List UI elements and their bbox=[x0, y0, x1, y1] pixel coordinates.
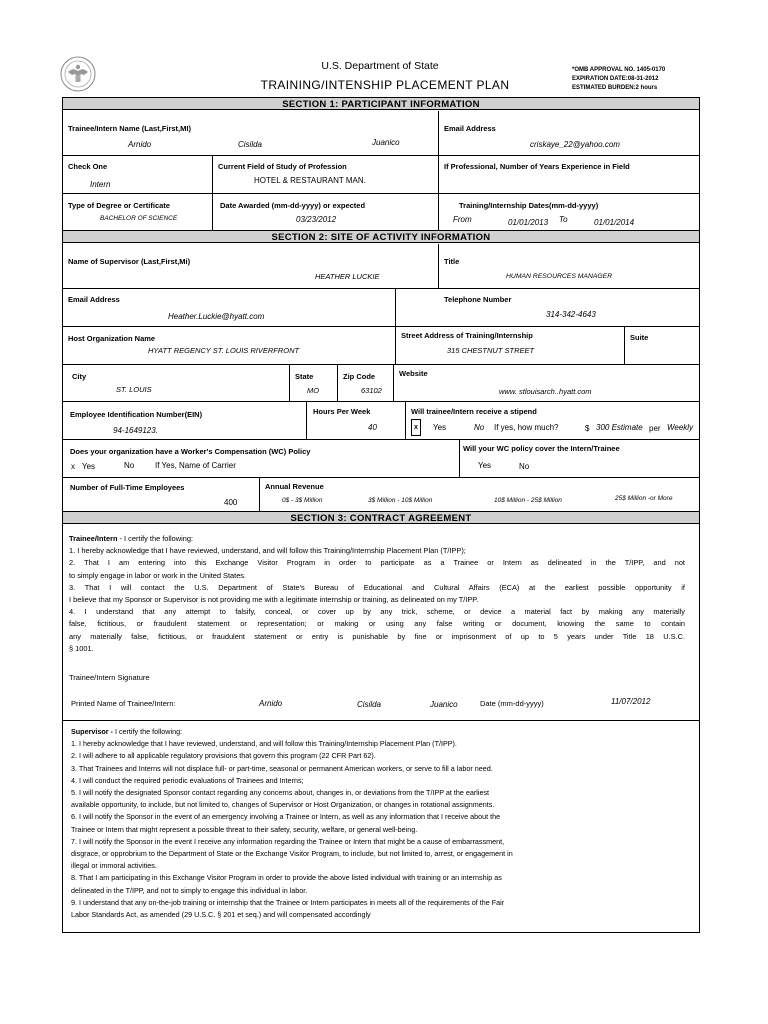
years-experience-label: If Professional, Number of Years Experience in Field bbox=[444, 162, 630, 171]
zip-value: 63102 bbox=[361, 386, 382, 395]
website-value: www. stlouisarch..hyatt.com bbox=[499, 387, 592, 396]
hours-label: Hours Per Week bbox=[313, 407, 371, 416]
date-awarded-value: 03/23/2012 bbox=[296, 215, 337, 224]
supervisor-item-9a: 9. I understand that any on-the-job training or internship that the Trainee or Intern participates in meets all of the requirements of the Fair bbox=[71, 897, 505, 907]
wc-cover-yes: Yes bbox=[478, 461, 492, 470]
host-org-value: HYATT REGENCY ST. LOUIS RIVERFRONT bbox=[148, 346, 300, 355]
supervisor-name: HEATHER LUCKIE bbox=[315, 272, 380, 281]
dollar-sign: $ bbox=[585, 424, 590, 433]
stipend-period: Weekly bbox=[667, 423, 694, 432]
signature-date: 11/07/2012 bbox=[611, 697, 651, 706]
state-value: MO bbox=[307, 386, 320, 395]
expiration-date: EXPIRATION DATE:08-31-2012 bbox=[572, 76, 659, 82]
section-2-header: SECTION 2: SITE OF ACTIVITY INFORMATION bbox=[62, 230, 700, 243]
wc-cover-no: No bbox=[519, 462, 530, 471]
supervisor-item-8a: 8. That I am participating in this Exchange Visitor Program in order to provide the above listed individual with training or an internship as bbox=[71, 873, 502, 883]
trainee-item-1: 1. I hereby acknowledge that I have reviewed, understand, and will follow this Training/Internship Placement Plan (T/IPP); bbox=[69, 546, 466, 556]
check-one-label: Check One bbox=[68, 162, 108, 171]
supervisor-title: HUMAN RESOURCES MANAGER bbox=[506, 273, 613, 280]
ein-label: Employee Identification Number(EIN) bbox=[70, 410, 203, 419]
field-of-study-value: HOTEL & RESTAURANT MAN. bbox=[254, 176, 366, 185]
supervisor-item-7c: illegal or immoral activities. bbox=[71, 861, 157, 871]
state-department-seal bbox=[60, 56, 96, 92]
trainee-heading: Trainee/Intern bbox=[69, 534, 118, 543]
ein-value: 94-1649123. bbox=[113, 426, 158, 435]
supervisor-item-4: 4. I will conduct the required periodic evaluations of Trainees and Interns; bbox=[71, 775, 304, 785]
from-label: From bbox=[453, 215, 472, 224]
trainee-certification bbox=[69, 533, 685, 655]
form-title: TRAINING/INTENSHIP PLACEMENT PLAN bbox=[260, 78, 510, 92]
supervisor-item-3: 3. That Trainees and Interns will not displace full- or part-time, seasonal or permanent American workers, or serve to fill a labor need. bbox=[71, 763, 493, 773]
trainee-last-name: Arnido bbox=[128, 140, 152, 149]
telephone-value: 314-342-4643 bbox=[546, 310, 596, 319]
city-label: City bbox=[72, 372, 87, 381]
trainee-item-3b: I believe that my Sponsor or Supervisor is not providing me with a legitimate internship or training, as delineated on my T/IPP. bbox=[69, 595, 479, 605]
state-label: State bbox=[295, 372, 314, 381]
per-label: per bbox=[649, 424, 661, 433]
trainee-signature-label: Trainee/Intern Signature bbox=[69, 673, 150, 682]
check-one-value: Intern bbox=[90, 180, 111, 189]
wc-check-mark: x bbox=[71, 462, 75, 471]
trainee-middle-name: Juanico bbox=[372, 138, 400, 147]
degree-value: BACHELOR OF SCIENCE bbox=[100, 215, 178, 222]
printed-middle-name: Juanico bbox=[430, 700, 458, 709]
estimated-burden: ESTIMATED BURDEN:2 hours bbox=[572, 85, 658, 91]
supervisor-title-label: Title bbox=[444, 257, 460, 266]
employees-label: Number of Full-Time Employees bbox=[70, 483, 185, 492]
supervisor-email-label: Email Address bbox=[68, 295, 120, 304]
host-org-label: Host Organization Name bbox=[68, 334, 156, 343]
website-label: Website bbox=[399, 369, 428, 378]
street-address-label: Street Address of Training/Internship bbox=[401, 331, 533, 340]
supervisor-item-6a: 6. I will notify the Sponsor in the event of an emergency involving a Trainee or Intern, as well as any information that I receive about the bbox=[71, 812, 501, 822]
supervisor-name-label: Name of Supervisor (Last,First,Mi) bbox=[68, 257, 191, 266]
to-label: To bbox=[559, 215, 568, 224]
street-address-value: 315 CHESTNUT STREET bbox=[447, 346, 535, 355]
trainee-intro: - I certify the following: bbox=[117, 534, 194, 543]
revenue-option-3: 10$ Million - 25$ Million bbox=[494, 497, 562, 504]
stipend-no-label: No bbox=[474, 423, 485, 432]
annual-revenue-label: Annual Revenue bbox=[265, 482, 324, 491]
stipend-yes-label: Yes bbox=[433, 423, 447, 432]
supervisor-item-5b: available opportunity, to include, but not limited to, changes of Supervisor or Host Organization, or changes in rotational assignments. bbox=[71, 800, 495, 810]
trainee-item-4b: false, fictitious, or fraudulent statement or representation; or making or using any false writing or document, knowing the same to contain bbox=[69, 619, 685, 629]
supervisor-item-1: 1. I hereby acknowledge that I have reviewed, understand, and will follow this Training/Internship Placement Plan (T/IPP). bbox=[71, 739, 457, 749]
how-much-label: If yes, how much? bbox=[494, 423, 559, 432]
section-3-header: SECTION 3: CONTRACT AGREEMENT bbox=[62, 511, 700, 524]
zip-label: Zip Code bbox=[343, 372, 376, 381]
revenue-option-2: 3$ Million - 10$ Million bbox=[368, 497, 433, 504]
trainee-item-4a: 4. I understand that any attempt to falsify, conceal, or cover up by any trick, scheme, or device a material fact by making any materially bbox=[69, 607, 685, 617]
supervisor-item-5a: 5. I will notify the designated Sponsor contact regarding any concerns about, changes in, or deviations from the T/IPP at the earliest bbox=[71, 788, 490, 798]
to-date: 01/01/2014 bbox=[594, 218, 635, 227]
wc-yes-label: Yes bbox=[82, 462, 96, 471]
trainee-item-4c: any materially false, fictitious, or fraudulent statement or entry is punishable by fine or imprisonment of up to 5 years under Title 18 U.S.C. bbox=[69, 631, 685, 641]
supervisor-item-8b: delineated in the T/IPP, and not to simply to engage this individual in labor. bbox=[71, 885, 308, 895]
trainee-item-3a: 3. That I will contact the U.S. Department of State's Bureau of Educational and Cultural Affairs (ECA) at the earliest possible opportunity if bbox=[69, 582, 685, 592]
date-awarded-label: Date Awarded (mm-dd-yyyy) or expected bbox=[220, 201, 366, 210]
suite-label: Suite bbox=[630, 333, 649, 342]
trainee-name-label: Trainee/Intern Name (Last,First,MI) bbox=[68, 124, 191, 133]
date-label: Date (mm-dd-yyyy) bbox=[480, 699, 544, 708]
omb-number: *OMB APPROVAL NO. 1405-0170 bbox=[572, 67, 666, 73]
training-dates-label: Training/Internship Dates(mm-dd-yyyy) bbox=[459, 201, 599, 210]
printed-first-name: Cisilda bbox=[357, 700, 382, 709]
trainee-item-2a: 2. That I am entering into this Exchange Visitor Program in order to participate as a Trainee or Intern as delineated in the T/IPP, and not bbox=[69, 558, 685, 568]
revenue-option-1: 0$ - 3$ Million bbox=[282, 497, 323, 504]
wc-policy-label: Does your organization have a Worker's Compensation (WC) Policy bbox=[70, 447, 311, 456]
supervisor-item-6b: Trainee or Intern that might represent a possible threat to their safety, security, welfare, or general well-being. bbox=[71, 824, 418, 834]
supervisor-certification bbox=[71, 726, 691, 921]
from-date: 01/01/2013 bbox=[508, 218, 549, 227]
trainee-email: criskaye_22@yahoo.com bbox=[530, 140, 620, 149]
supervisor-intro: I certify the following: bbox=[112, 727, 183, 736]
telephone-label: Telephone Number bbox=[444, 295, 512, 304]
wc-no-label: No bbox=[124, 461, 135, 470]
employees-value: 400 bbox=[224, 498, 238, 507]
supervisor-item-7b: disgrace, or opprobrium to the Department of State or the Exchange Visitor Program, to include, but not limited to, arrest, or engagement in bbox=[71, 849, 513, 859]
stipend-label: Will trainee/Intern receive a stipend bbox=[411, 407, 537, 416]
trainee-item-4d: § 1001. bbox=[69, 643, 94, 653]
revenue-option-4: 25$ Million -or More bbox=[615, 495, 673, 502]
stipend-yes-checkbox[interactable] bbox=[411, 419, 421, 436]
wc-cover-label: Will your WC policy cover the Intern/Trainee bbox=[463, 444, 620, 453]
supervisor-item-7a: 7. I will notify the Sponsor in the event I receive any information regarding the Trainee or Intern that might be a cause of embarrassment, bbox=[71, 836, 505, 846]
stipend-check-mark: x bbox=[414, 424, 418, 431]
section-1-header: SECTION 1: PARTICIPANT INFORMATION bbox=[62, 97, 700, 110]
supervisor-email: Heather.Luckie@hyatt.com bbox=[168, 312, 265, 321]
printed-last-name: Arnido bbox=[259, 699, 283, 708]
stipend-amount: 300 Estimate bbox=[596, 423, 643, 432]
trainee-email-label: Email Address bbox=[444, 124, 496, 133]
supervisor-item-2: 2. I will adhere to all applicable regulatory provisions that govern this program (22 CFR Part 62). bbox=[71, 751, 376, 761]
printed-name-label: Printed Name of Trainee/Intern: bbox=[71, 699, 176, 708]
trainee-item-2b: to simply engage in labor or work in the United States. bbox=[69, 570, 247, 580]
degree-label: Type of Degree or Certificate bbox=[68, 201, 170, 210]
supervisor-item-9b: Labor Standards Act, as amended (29 U.S.C. § 201 et seq.) and will compensated accordingly bbox=[71, 910, 371, 920]
field-of-study-label: Current Field of Study of Profession bbox=[218, 162, 347, 171]
supervisor-heading: Supervisor - bbox=[71, 727, 113, 736]
hours-value: 40 bbox=[368, 423, 377, 432]
city-value: ST. LOUIS bbox=[116, 385, 152, 394]
carrier-label: If Yes, Name of Carrier bbox=[155, 461, 236, 470]
department-name: U.S. Department of State bbox=[321, 60, 439, 72]
trainee-first-name: Cisilda bbox=[238, 140, 263, 149]
